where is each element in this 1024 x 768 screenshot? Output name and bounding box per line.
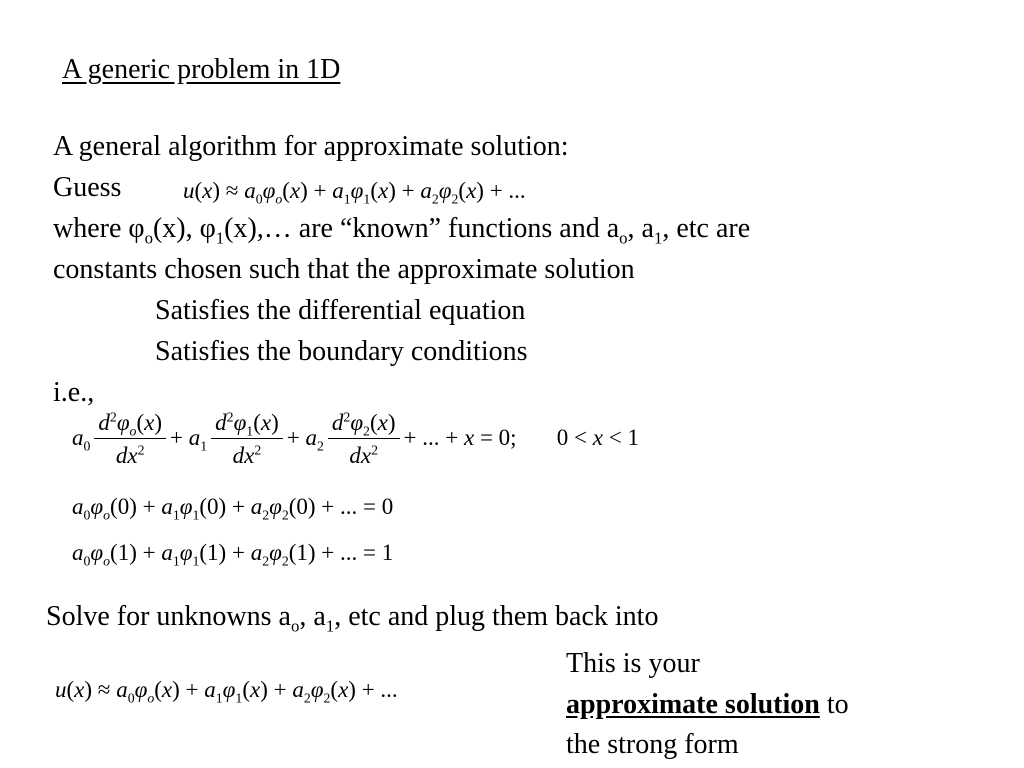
solve-sub-1: 1	[325, 616, 335, 636]
where-sub-12: 1	[653, 228, 663, 248]
intro-text: A general algorithm for approximate solution:	[53, 131, 569, 162]
where-mid3: , a	[627, 213, 654, 244]
where-end: , etc are	[662, 213, 751, 244]
bc0-equation: $a_0\varphi_o(0) + a_1\varphi_1(0) + a_2\varphi_2(0)$ + ... = 0	[72, 494, 394, 523]
note-line3: the strong form	[566, 729, 739, 760]
condition-boundary: Satisfies the boundary conditions	[155, 336, 528, 367]
where-prefix: where φ	[53, 213, 145, 244]
bc1-equation: $a_0\varphi_o(1) + a_1\varphi_1(1) + a_2\varphi_2(1)$ + ... = 1	[72, 540, 394, 569]
note-to: to	[819, 689, 849, 720]
note-line2	[566, 691, 849, 719]
where-mid2: (x),… are “known” functions and a	[224, 213, 620, 244]
where-sub-o: o	[144, 228, 153, 248]
where-line	[53, 213, 751, 248]
ie-label: i.e.,	[53, 377, 95, 408]
guess-equation: $u(x) \approx a_0\varphi_o(x) + a_1\varphi_1(x) + a_2\varphi_2(x)$ + ...	[183, 178, 526, 207]
where-sub-1: 1	[215, 228, 225, 248]
guess-label: Guess	[53, 172, 122, 203]
constants-line: constants chosen such that the approximate solution	[53, 254, 635, 285]
solve-prefix: Solve for unknowns a	[46, 601, 291, 632]
where-mid1: (x), φ	[152, 213, 216, 244]
ode-equation: $a_0$ $\frac{d^2\varphi_o(x)}{dx^2}$ + $a_1$ $\frac{d^2\varphi_1(x)}{dx^2}$ + $a_2$ $\frac{d^2\varphi_2(x)}{dx^2}$ + ... + x = 0; 0 < x < 1	[72, 409, 639, 468]
where-sub-o2: o	[619, 228, 628, 248]
solve-mid: , a	[299, 601, 326, 632]
solve-line	[46, 601, 659, 636]
note-line1: This is your	[566, 648, 700, 679]
final-equation: $u(x) \approx a_0\varphi_o(x) + a_1\varphi_1(x) + a_2\varphi_2(x)$ + ...	[55, 677, 398, 706]
slide-title: A generic problem in 1D	[62, 54, 341, 85]
approximate-solution-emphasis: approximate solution	[566, 689, 820, 720]
solve-sub-o: o	[290, 616, 300, 636]
condition-differential: Satisfies the differential equation	[155, 295, 526, 326]
solve-end: , etc and plug them back into	[334, 601, 659, 632]
